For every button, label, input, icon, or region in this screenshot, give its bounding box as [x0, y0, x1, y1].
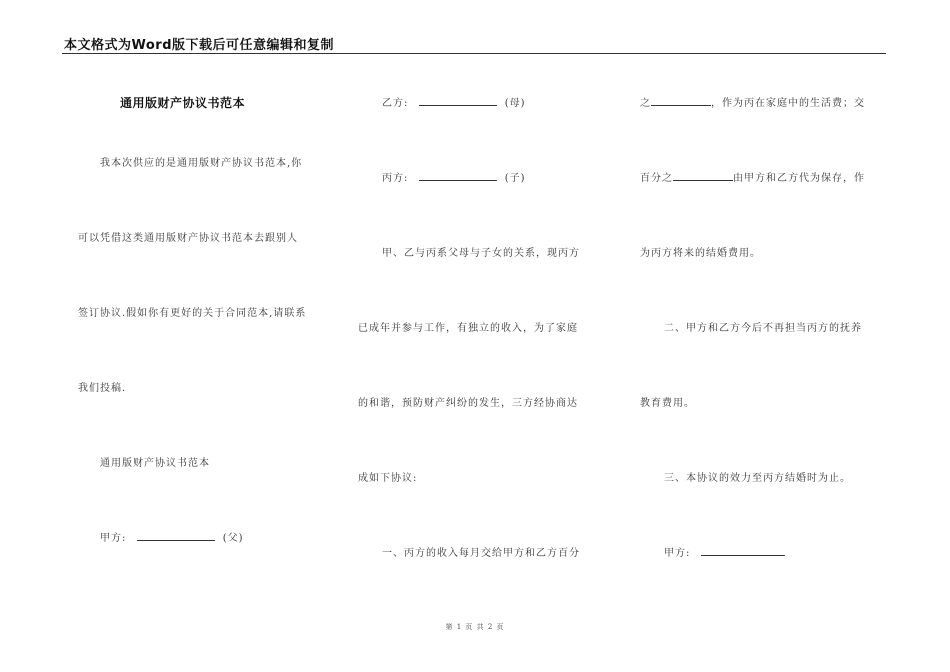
document-title: 通用版财产协议书范本: [120, 96, 246, 110]
party-b-line: [382, 94, 526, 109]
party-a-suffix: (父): [222, 533, 244, 544]
clause-three-line: 三、本协议的效力至丙方结婚时为止。: [664, 473, 851, 484]
paragraph-line: 我们投稿.: [78, 383, 127, 394]
paragraph-line: 的和谐，预防财产纠纷的发生，三方经协商达: [358, 398, 578, 409]
header-divider: [62, 53, 886, 54]
paragraph-line: 教育费用。: [640, 398, 695, 409]
paragraph-line: 签订协议.假如你有更好的关于合同范本,请联系: [78, 308, 307, 319]
party-a-label: 甲方:: [100, 533, 127, 544]
paragraph-line: 为丙方将来的结婚费用。: [640, 248, 761, 259]
party-a-blank: [137, 531, 215, 541]
page-number: 第 1 页 共 2 页: [445, 623, 505, 631]
sign-a-label: 甲方:: [664, 548, 691, 559]
paragraph-line: 可以凭借这类通用版财产协议书范本去跟别人: [78, 233, 298, 244]
party-c-suffix: (子): [504, 173, 526, 184]
party-a-line: [100, 529, 244, 544]
party-b-suffix: (母): [504, 98, 526, 109]
party-c-label: 丙方:: [382, 173, 409, 184]
paragraph-line: 已成年并参与工作，有独立的收入，为了家庭: [358, 323, 578, 334]
paragraph-line: [640, 169, 865, 184]
text-fragment: 由甲方和乙方代为保存，作: [733, 173, 865, 184]
text-fragment: ，作为丙在家庭中的生活费；交: [711, 98, 865, 109]
clause-one-line: 一、丙方的收入每月交给甲方和乙方百分: [382, 548, 580, 559]
section-heading: 通用版财产协议书范本: [100, 458, 210, 469]
party-c-blank: [419, 171, 497, 181]
text-fragment: 百分之: [640, 173, 673, 184]
paragraph-line: 我本次供应的是通用版财产协议书范本,你: [100, 158, 303, 169]
document-header-title: 本文格式为Word版下载后可任意编辑和复制: [64, 38, 335, 53]
clause-two-line: 二、甲方和乙方今后不再担当丙方的抚养: [664, 323, 862, 334]
paragraph-line: 成如下协议:: [358, 473, 418, 484]
blank-line: [673, 171, 733, 181]
blank-line: [651, 96, 711, 106]
paragraph-line: [640, 94, 865, 109]
party-b-label: 乙方:: [382, 98, 409, 109]
sign-a-blank: [701, 546, 785, 556]
party-b-blank: [419, 96, 497, 106]
paragraph-line: 甲、乙与丙系父母与子女的关系，现丙方: [382, 248, 580, 259]
sign-a-line: [664, 544, 785, 559]
party-c-line: [382, 169, 526, 184]
text-fragment: 之: [640, 98, 651, 109]
